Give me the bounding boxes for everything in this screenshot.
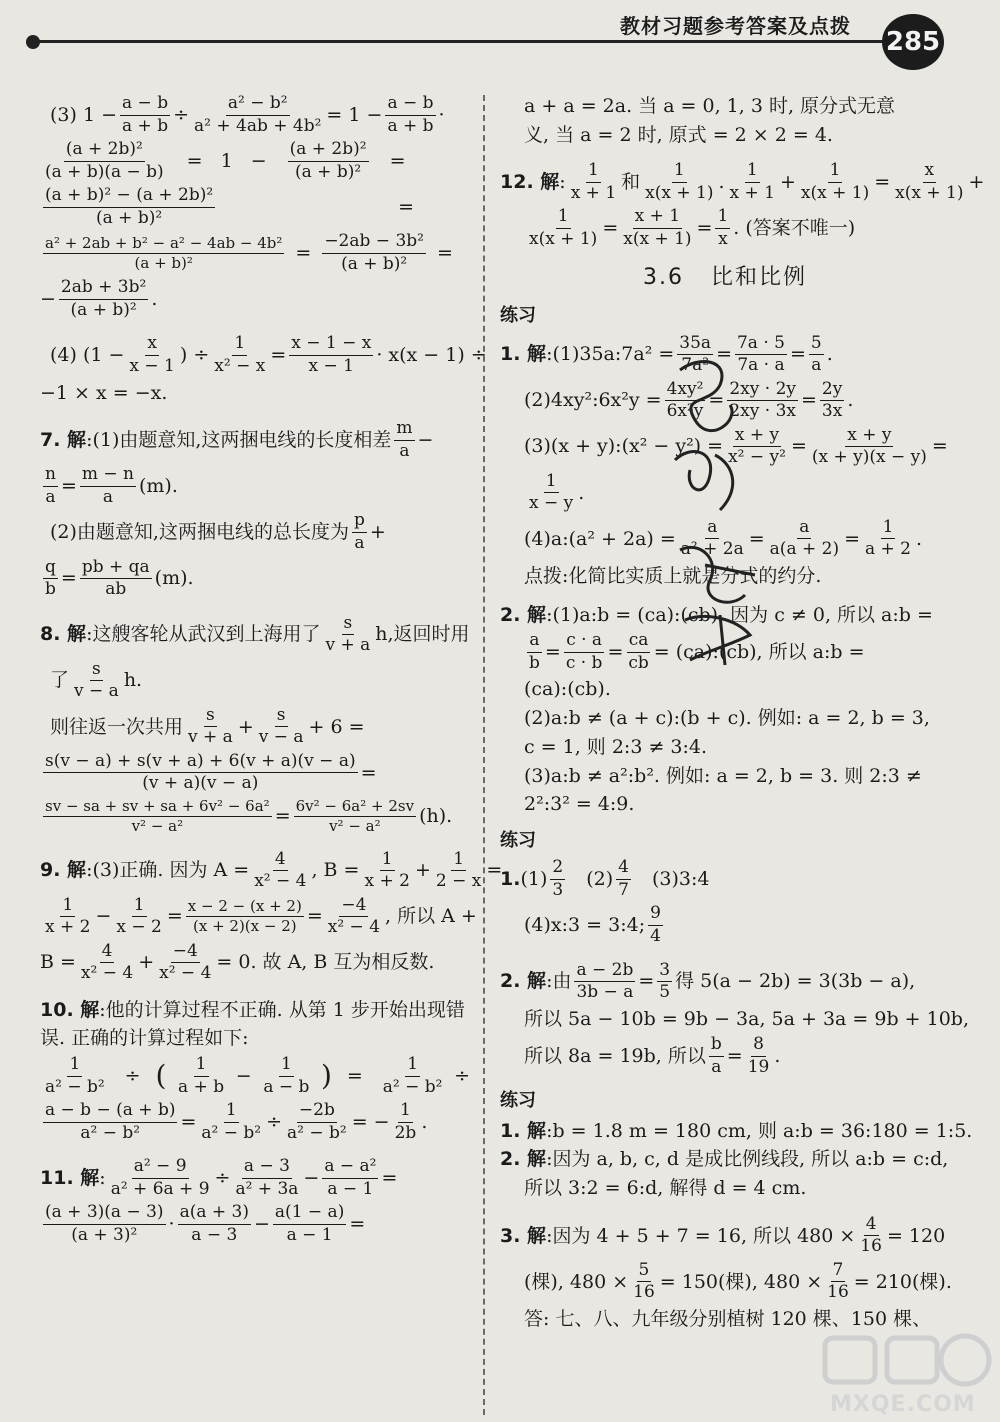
g3-line1: 3. 解 :因为 4 + 5 + 7 = 16, 所以 480 × $\frac{4}{16}$ = 120	[500, 1213, 946, 1257]
fraction: $\frac{1}{x(x + 1)}$	[645, 160, 714, 203]
fraction: $\frac{1}{\text{a² − b²}}$	[382, 1054, 443, 1097]
fraction: $\frac{-2b}{\text{a² − b²}}$	[287, 1100, 347, 1143]
p6-3-line1: (3) 1 − $\frac{a - b}{a + b}$ ÷ $\frac{\text{a² − b²}}{\text{a² + 4ab + 4b²}}$ = 1 − $\frac{a - b}{a + b}$ ·	[50, 93, 445, 136]
page-number: 285	[882, 14, 944, 70]
p6-4-line1: (4) (1 − $\frac{x}{x - 1}$ ) ÷ $\frac{1}{\text{x² − x}}$ = $\frac{x - 1 - x}{x - 1}$ · x(x − 1) ÷	[50, 333, 487, 377]
fraction: $\frac{\text{sv − sa + sv + sa + 6v² − 6a²}}{\text{v² − a²}}$	[45, 797, 270, 836]
g2-line1: 2. 解 :因为 a, b, c, d 是成比例线段, 所以 a:b = c:d,	[500, 1148, 949, 1171]
fraction: $\frac{1}{x + 1}$	[570, 160, 617, 203]
fraction: $\frac{x + y}{(x + y)(x - y)}$	[811, 424, 927, 468]
fraction: $\frac{m}{a}$	[396, 418, 413, 461]
fraction: $\frac{x}{x - 1}$	[129, 333, 175, 377]
f2-line1: 2. 解 :由 $\frac{a - 2b}{3b - a}$ = $\frac{3}{5}$ 得 5(a − 2b) = 3(3b − a),	[500, 959, 916, 1003]
fraction: $\frac{1}{\text{x² − x}}$	[214, 333, 266, 377]
fraction: $\frac{b}{a}$	[710, 1034, 722, 1077]
fraction: $\frac{1}{x(x + 1)}$	[800, 160, 870, 203]
p12-line2: $\frac{1}{x(x + 1)}$ = $\frac{x + 1}{x(x + 1)}$ = $\frac{1}{x}$ . (答案不唯一)	[529, 206, 856, 250]
fraction: $\frac{x}{x(x + 1)}$	[895, 160, 964, 203]
p8-line5: $\frac{\text{sv − sa + sv + sa + 6v² − 6a²}}{\text{v² − a²}}$ = $\frac{\text{6v² − 6a² + 2sv}}{\text{v² − a²}}$ (h).	[45, 797, 453, 836]
fraction: $\frac{2xy \cdot 2y}{2xy \cdot 3x}$	[729, 378, 796, 422]
p8-line4: $\frac{s(v - a) + s(v + a) + 6(v + a)(v - a)}{(v + a)(v - a)}$ =	[45, 750, 377, 794]
fraction: $\frac{\text{(a + 2b)²}}{\text{(a + b)²}}$	[289, 139, 367, 182]
fraction: $\frac{x - 1 - x}{x - 1}$	[291, 333, 372, 377]
fraction: $\frac{1}{2 - x}$	[435, 848, 482, 892]
p8-line2: 了 $\frac{s}{v - a}$ h.	[50, 658, 143, 702]
f1-line1: 1. (1) $\frac{2}{3}$ (2) $\frac{4}{7}$ (3)3:4	[500, 857, 710, 900]
fraction: $\frac{1}{x - y}$	[529, 470, 574, 514]
fraction: $\frac{1}{\text{a² − b²}}$	[201, 1100, 262, 1143]
fraction: $\frac{\text{a² + 2ab + b² − a² − 4ab − 4b²}}{\text{(a + b)²}}$	[45, 233, 283, 272]
fraction: $\frac{s}{v + a}$	[188, 704, 233, 748]
p11-continued-line2: 义, 当 a = 2 时, 原式 = 2 × 2 = 4.	[524, 123, 833, 146]
p9-line1: 9. 解 :(3)正确. 因为 A = $\frac{4}{\text{x² − 4}}$ , B = $\frac{1}{x + 2}$ + $\frac{1}{2 - x}$ =	[40, 848, 503, 892]
fraction: $\frac{1}{x + 1}$	[729, 160, 775, 203]
problem-label: 3. 解	[500, 1224, 547, 1247]
e1-line1: 1. 解 :(1)35a:7a² = $\frac{35a}{\text{7a²}}$ = $\frac{7a \cdot 5}{7a \cdot a}$ = $\frac{5}{a}$ .	[500, 332, 833, 376]
problem-label: 1.	[500, 868, 521, 891]
fraction: $\frac{5}{16}$	[633, 1259, 655, 1303]
fraction: $\frac{2}{3}$	[552, 857, 564, 900]
problem-label: 7. 解	[40, 428, 87, 451]
page-header	[0, 0, 1000, 70]
fraction: $\frac{m - n}{a}$	[81, 464, 134, 507]
fraction: $\frac{\text{(a + b)² − (a + 2b)²}}{\text{(a + b)²}}$	[45, 185, 214, 228]
fraction: $\frac{(a + 3)(a - 3)}{\text{(a + 3)²}}$	[45, 1202, 164, 1245]
fraction: $\frac{\text{−2ab − 3b²}}{\text{(a + b)²}}$	[324, 231, 424, 274]
fraction: $\frac{a}{b}$	[529, 630, 540, 673]
p10-line1: 10. 解 :他的计算过程不正确. 从第 1 步开始出现错	[40, 998, 465, 1021]
fraction: $\frac{7a \cdot 5}{7a \cdot a}$	[736, 332, 785, 376]
fraction: $\frac{4}{\text{x² − 4}}$	[80, 940, 134, 984]
left-column	[40, 90, 503, 1250]
p11-continued-line1: a + a = 2a. 当 a = 0, 1, 3 时, 原分式无意	[524, 95, 896, 117]
fraction: $\frac{\text{a − a²}}{a - 1}$	[324, 1156, 377, 1199]
fraction: $\frac{p}{a}$	[353, 510, 365, 553]
fraction: $\frac{a}{\text{a² + 2a}}$	[680, 516, 744, 560]
f1-line2: (4)x:3 = 3:4; $\frac{9}{4}$	[524, 903, 661, 946]
p12-line1: 12. 解 : $\frac{1}{x + 1}$ 和 $\frac{1}{x(x + 1)}$ . $\frac{1}{x + 1}$ + $\frac{1}{x(x + 1)}$ = $\frac{x}{x(x + 1)}$ +	[500, 160, 985, 203]
e2-line4: (2)a:b ≠ (a + c):(b + c). 例如: a = 2, b = 3,	[524, 707, 930, 730]
e2-line6: (3)a:b ≠ a²:b². 例如: a = 2, b = 3. 则 2:3 ≠	[524, 764, 922, 787]
e2-line1: 2. 解 :(1)a:b = (ca):(cb). 因为 c ≠ 0, 所以 a:b =	[500, 603, 933, 626]
fraction: $\frac{a(a + 3)}{a - 3}$	[179, 1202, 249, 1245]
fraction: $\frac{s}{v + a}$	[325, 612, 371, 656]
p11-line1: 11. 解 : $\frac{\text{a² − 9}}{\text{a² + 6a + 9}}$ ÷ $\frac{a - 3}{\text{a² + 3a}}$ − $\frac{\text{a − a²}}{a - 1}$ =	[40, 1156, 398, 1199]
fraction: $\frac{2y}{3x}$	[821, 378, 843, 422]
problem-label: 2. 解	[500, 603, 547, 626]
p6-3-line5: − $\frac{\text{2ab + 3b²}}{\text{(a + b)²}}$ .	[40, 277, 158, 320]
e1-line3: (3)(x + y):(x² − y²) = $\frac{x + y}{\text{x² − y²}}$ = $\frac{x + y}{(x + y)(x - y)}$ =	[524, 424, 948, 468]
p7-line3: (2)由题意知,这两捆电线的总长度为 $\frac{p}{a}$ +	[50, 510, 386, 553]
p9-line3: B = $\frac{4}{\text{x² − 4}}$ + $\frac{-4}{\text{x² − 4}}$ = 0. 故 A, B 互为相反数.	[40, 940, 435, 984]
fraction: $\frac{\text{6v² − 6a² + 2sv}}{\text{v² − a²}}$	[295, 797, 415, 836]
fraction: $\frac{a - 2b}{3b - a}$	[576, 959, 634, 1003]
fraction: $\frac{-4}{\text{x² − 4}}$	[327, 894, 381, 938]
fraction: $\frac{4}{16}$	[860, 1213, 882, 1257]
fraction: $\frac{a - b}{a + b}$	[387, 93, 434, 136]
f2-line2: 所以 5a − 10b = 9b − 3a, 5a + 3a = 9b + 10b,	[524, 1007, 969, 1030]
fraction: $\frac{\text{4xy²}}{\text{6x²y}}$	[666, 378, 704, 422]
fraction: $\frac{-4}{\text{x² − 4}}$	[159, 940, 212, 984]
fraction: $\frac{4}{7}$	[618, 857, 629, 900]
p10-line4: $\frac{a - b - (a + b)}{\text{a² − b²}}$ = $\frac{1}{\text{a² − b²}}$ ÷ $\frac{-2b}{\text{a² − b²}}$ = − $\frac{1}{2b}$ .	[45, 1100, 428, 1143]
fraction: $\frac{1}{x - 2}$	[116, 894, 162, 938]
fraction: $\frac{pb + qa}{ab}$	[81, 556, 150, 600]
p10-line2: 误. 正确的计算过程如下:	[40, 1027, 249, 1050]
fraction: $\frac{\text{2ab + 3b²}}{\text{(a + b)²}}$	[60, 277, 147, 320]
fraction: $\frac{1}{2b}$	[394, 1100, 417, 1143]
fraction: $\frac{1}{a - b}$	[263, 1054, 310, 1097]
fraction: $\frac{a - b - (a + b)}{\text{a² − b²}}$	[45, 1100, 176, 1143]
practice-heading: 练习	[500, 1090, 536, 1112]
problem-label: 2. 解	[500, 1148, 547, 1171]
fraction: $\frac{s}{v - a}$	[74, 658, 119, 702]
fraction: $\frac{1}{a + 2}$	[865, 516, 912, 560]
problem-label: 12. 解	[500, 171, 560, 194]
header-rule	[38, 40, 888, 43]
e1-tip: 点拨:化简比实质上就是分式的约分.	[524, 565, 822, 588]
problem-label: 10. 解	[40, 998, 100, 1021]
p6-3-line2: $\frac{\text{(a + 2b)²}}{(a + b)(a - b)}$ = 1 − $\frac{\text{(a + 2b)²}}{\text{(a + b)²}}$ =	[45, 139, 406, 182]
p6-3-line3: $\frac{\text{(a + b)² − (a + 2b)²}}{\text{(a + b)²}}$ =	[45, 185, 415, 228]
p6-4-line2: −1 × x = −x.	[40, 381, 168, 404]
fraction: $\frac{\text{a² − b²}}{\text{a² + 4ab + 4b²}}$	[194, 93, 322, 136]
column-divider	[483, 95, 485, 1415]
fraction: $\frac{a}{a(a + 2)}$	[769, 516, 840, 560]
fraction: $\frac{1}{x + 2}$	[45, 894, 91, 938]
fraction: $\frac{1}{a + b}$	[178, 1054, 225, 1097]
fraction: $\frac{x + 1}{x(x + 1)}$	[623, 206, 692, 250]
p9-line2: $\frac{1}{x + 2}$ − $\frac{1}{x - 2}$ = $\frac{x - 2 - (x + 2)}{(x + 2)(x - 2)}$ = $\frac{-4}{\text{x² − 4}}$ , 所以 A +	[45, 894, 477, 938]
e2-line3: (ca):(cb).	[524, 678, 611, 701]
e2-line2: $\frac{a}{b}$ = $\frac{c \cdot a}{c \cdot b}$ = $\frac{ca}{cb}$ = (ca):(cb), 所以 a:b =	[529, 630, 865, 673]
fraction: $\frac{q}{b}$	[45, 556, 56, 600]
problem-label: 1. 解	[500, 343, 547, 366]
p10-line3: $\frac{1}{\text{a² − b²}}$ ÷ ( $\frac{1}{a + b}$ − $\frac{1}{a - b}$ ) = $\frac{1}{\text{a² − b²}}$ ÷	[45, 1054, 471, 1097]
fraction: $\frac{4}{\text{x² − 4}}$	[254, 848, 307, 892]
fraction: $\frac{x - 2 - (x + 2)}{(x + 2)(x - 2)}$	[187, 896, 302, 936]
problem-label: 2. 解	[500, 970, 547, 993]
practice-heading: 练习	[500, 829, 536, 851]
e1-line5: (4)a:(a² + 2a) = $\frac{a}{\text{a² + 2a}}$ = $\frac{a}{a(a + 2)}$ = $\frac{1}{a + 2}$ .	[524, 516, 923, 560]
f2-line3: 所以 8a = 19b, 所以 $\frac{b}{a}$ = $\frac{8}{19}$ .	[524, 1034, 781, 1077]
fraction: $\frac{35a}{\text{7a²}}$	[679, 332, 712, 376]
fraction: $\frac{a - b}{a + b}$	[122, 93, 169, 136]
fraction: $\frac{ca}{cb}$	[628, 630, 649, 673]
fraction: $\frac{1}{\text{a² − b²}}$	[45, 1054, 105, 1097]
p7-line4: $\frac{q}{b}$ = $\frac{pb + qa}{ab}$ (m).	[45, 556, 194, 600]
fraction: $\frac{\text{(a + 2b)²}}{(a + b)(a - b)}$	[45, 139, 164, 182]
fraction: $\frac{9}{4}$	[650, 903, 661, 946]
e2-line7: 2²:3² = 4:9.	[524, 793, 635, 816]
problem-label: 1. 解	[500, 1119, 547, 1142]
p11-line2: $\frac{(a + 3)(a - 3)}{\text{(a + 3)²}}$ · $\frac{a(a + 3)}{a - 3}$ − $\frac{a(1 - a)}{a - 1}$ =	[45, 1202, 366, 1245]
practice-heading: 练习	[500, 305, 536, 327]
fraction: $\frac{s(v - a) + s(v + a) + 6(v + a)(v - a)}{(v + a)(v - a)}$	[45, 750, 356, 794]
g3-line3: 答: 七、八、九年级分别植树 120 棵、150 棵、	[524, 1308, 932, 1331]
section-title: 3.6 比和比例	[643, 264, 807, 290]
e1-line4: $\frac{1}{x - y}$ .	[529, 470, 585, 514]
fraction: $\frac{5}{a}$	[810, 332, 822, 376]
p6-3-line4: $\frac{\text{a² + 2ab + b² − a² − 4ab − 4b²}}{\text{(a + b)²}}$ = $\frac{\text{−2ab − 3b²}}{\text{(a + b)²}}$ =	[45, 231, 453, 274]
g2-line2: 所以 3:2 = 6:d, 解得 d = 4 cm.	[524, 1177, 807, 1200]
watermark-text: MXQE.COM	[830, 1392, 976, 1417]
fraction: $\frac{x + y}{\text{x² − y²}}$	[728, 424, 786, 468]
e2-line5: c = 1, 则 2:3 ≠ 3:4.	[524, 735, 708, 758]
fraction: $\frac{n}{a}$	[45, 464, 56, 507]
p7-line1: 7. 解 :(1)由题意知,这两捆电线的长度相差 $\frac{m}{a}$ −	[40, 418, 434, 461]
e1-line2: (2)4xy²:6x²y = $\frac{\text{4xy²}}{\text{6x²y}}$ = $\frac{2xy \cdot 2y}{2xy \cdot 3x}$ = $\frac{2y}{3x}$ .	[524, 378, 854, 422]
p8-line3: 则往返一次共用 $\frac{s}{v + a}$ + $\frac{s}{v - a}$ + 6 =	[50, 704, 365, 748]
fraction: $\frac{a - 3}{\text{a² + 3a}}$	[235, 1156, 299, 1199]
fraction: $\frac{8}{19}$	[747, 1034, 770, 1077]
problem-label: 11. 解	[40, 1167, 100, 1190]
p7-line2: $\frac{n}{a}$ = $\frac{m - n}{a}$ (m).	[45, 464, 178, 507]
fraction: $\frac{c \cdot a}{c \cdot b}$	[565, 630, 603, 673]
header-title: 教材习题参考答案及点拨	[620, 14, 851, 38]
problem-label: 9. 解	[40, 859, 87, 882]
right-column	[500, 90, 985, 1336]
p8-line1: 8. 解 :这艘客轮从武汉到上海用了 $\frac{s}{v + a}$ h,返回时用	[40, 612, 470, 656]
fraction: $\frac{s}{v - a}$	[258, 704, 304, 748]
fraction: $\frac{\text{a² − 9}}{\text{a² + 6a + 9}}$	[110, 1156, 210, 1199]
fraction: $\frac{7}{16}$	[827, 1259, 849, 1303]
g3-line2: (棵), 480 × $\frac{5}{16}$ = 150(棵), 480 × $\frac{7}{16}$ = 210(棵).	[524, 1259, 952, 1303]
fraction: $\frac{1}{x}$	[717, 206, 729, 250]
g1-line: 1. 解 :b = 1.8 m = 180 cm, 则 a:b = 36:180 = 1:5.	[500, 1119, 973, 1142]
fraction: $\frac{3}{5}$	[659, 959, 671, 1003]
problem-label: 8. 解	[40, 623, 87, 646]
fraction: $\frac{1}{x(x + 1)}$	[529, 206, 598, 250]
fraction: $\frac{a(1 - a)}{a - 1}$	[274, 1202, 345, 1245]
fraction: $\frac{1}{x + 2}$	[364, 848, 410, 892]
